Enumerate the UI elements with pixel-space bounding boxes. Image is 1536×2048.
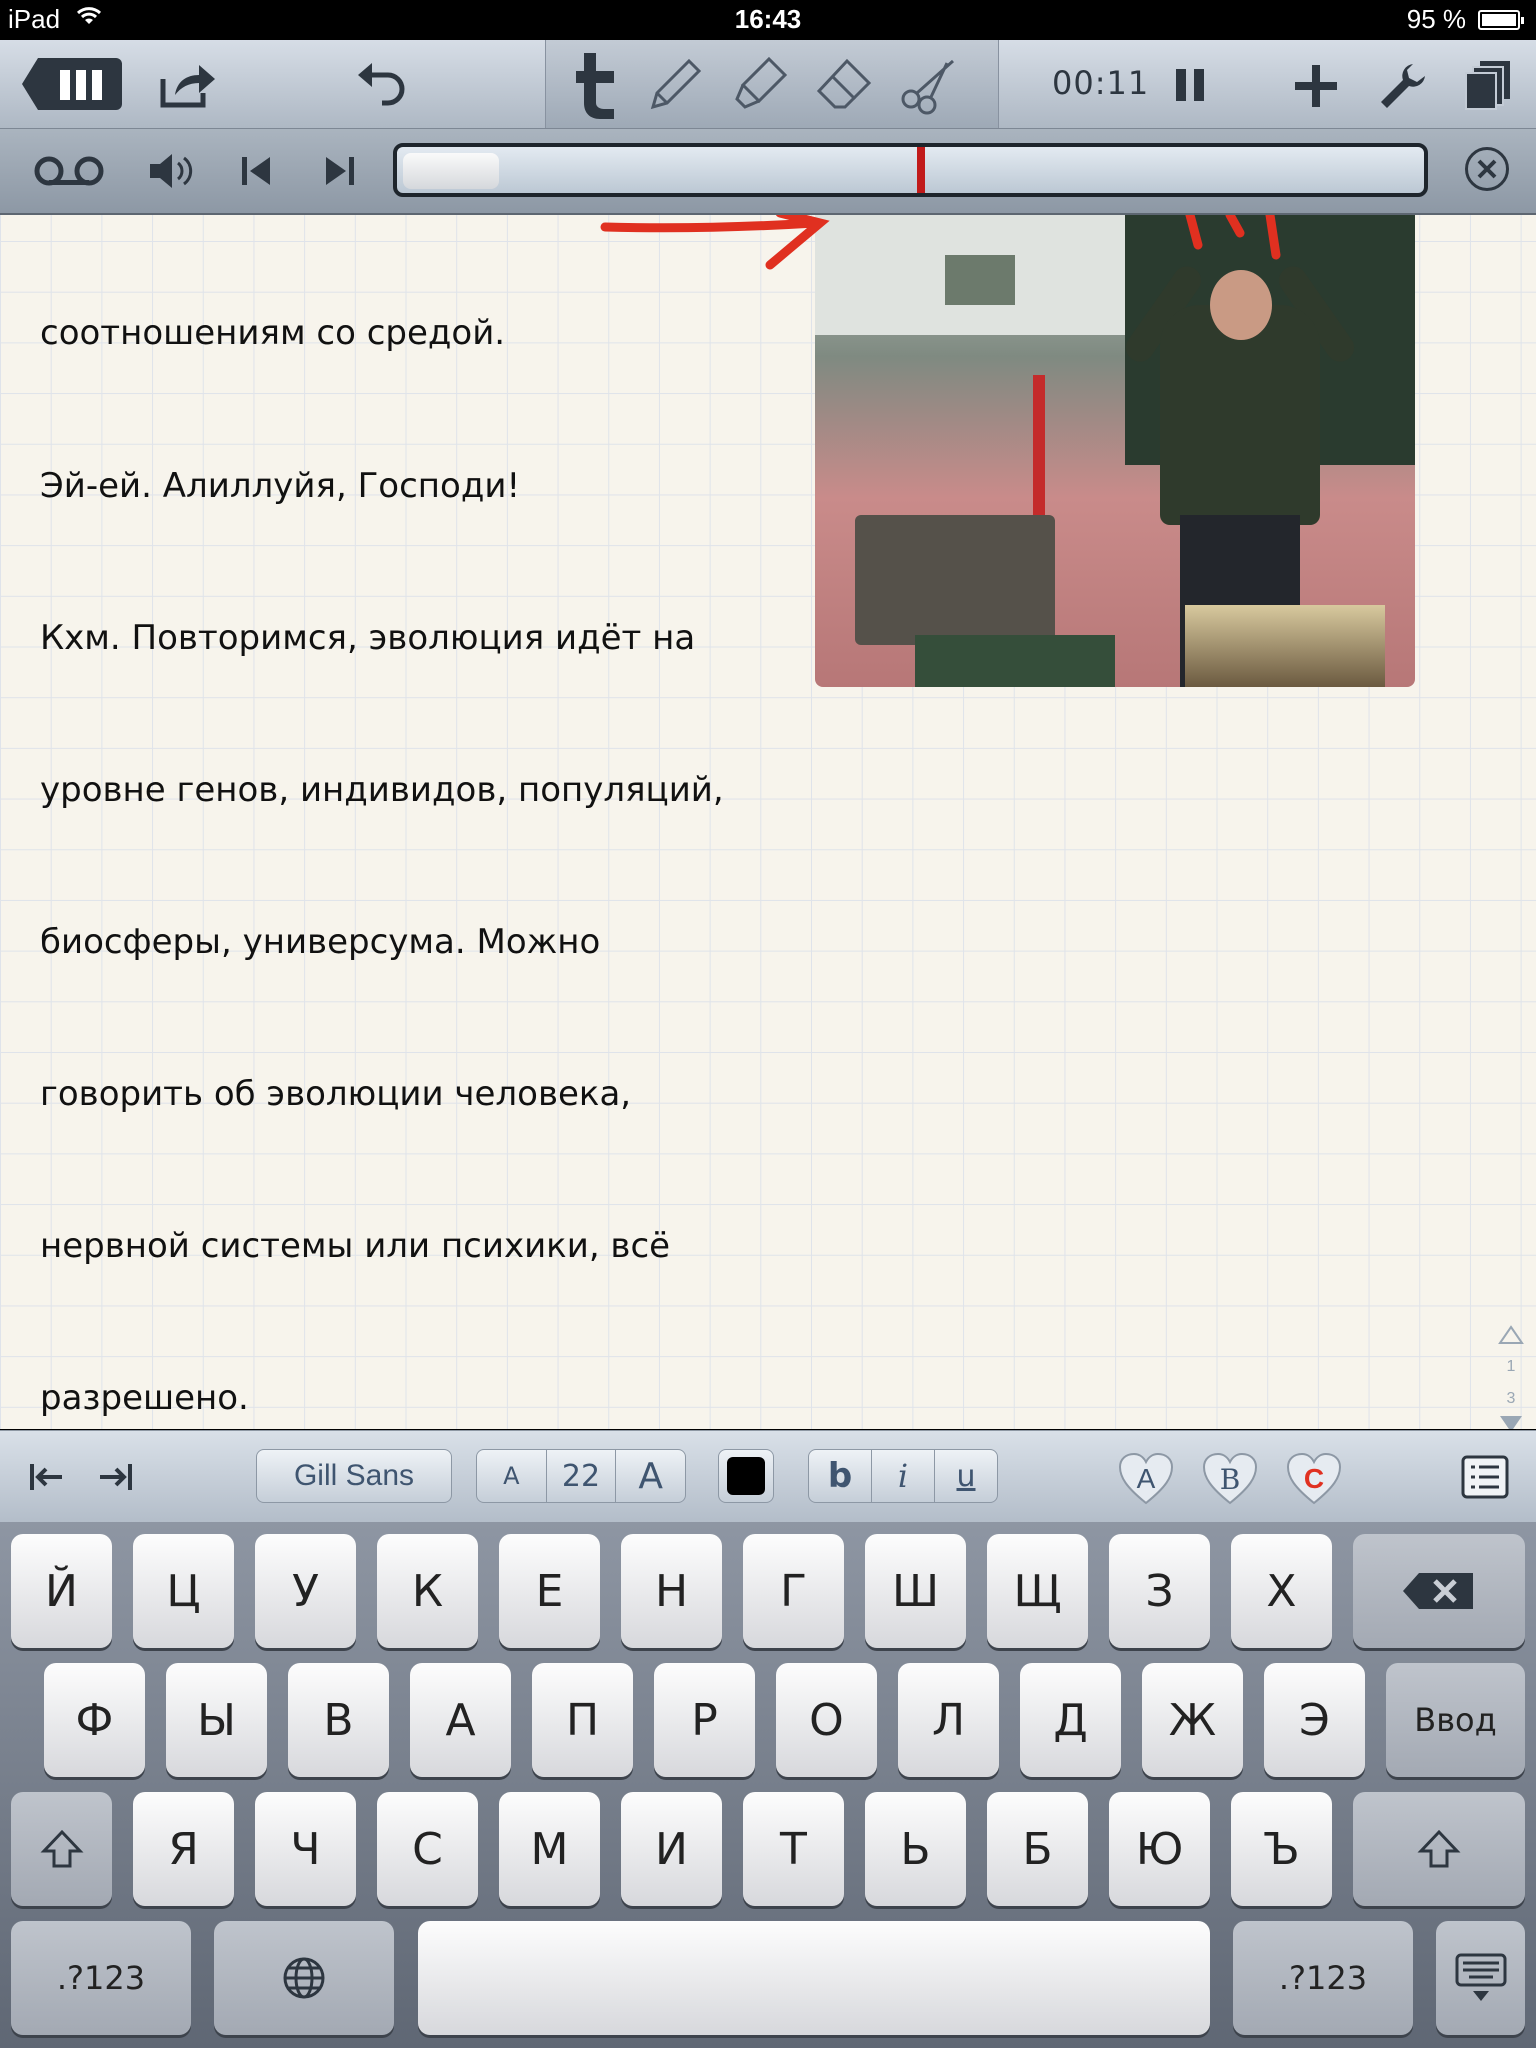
lecturer-head xyxy=(1210,270,1272,340)
text-line: биосферы, универсума. Можно xyxy=(40,921,601,962)
key[interactable]: К xyxy=(377,1534,478,1648)
voicemail-icon xyxy=(33,154,105,188)
onscreen-keyboard xyxy=(0,1522,1536,2048)
key[interactable]: У xyxy=(255,1534,356,1648)
notebooks-button[interactable] xyxy=(20,54,124,114)
font-size-control xyxy=(476,1449,686,1503)
style-b-button[interactable] xyxy=(1200,1451,1260,1507)
wrench-icon xyxy=(1377,60,1429,112)
text-style-control xyxy=(808,1449,998,1503)
bold-button[interactable]: b xyxy=(827,1456,853,1496)
key[interactable]: Ш xyxy=(865,1534,966,1648)
carrier-label: iPad xyxy=(8,4,61,34)
key[interactable]: Х xyxy=(1231,1534,1332,1648)
pencil-icon xyxy=(645,55,705,115)
underline-button[interactable]: u xyxy=(956,1458,976,1494)
recording-timer: 00:11 xyxy=(1052,64,1150,102)
text-line: говорить об эволюции человека, xyxy=(40,1073,632,1114)
key[interactable]: О xyxy=(776,1663,877,1777)
close-icon xyxy=(1476,158,1498,180)
style-b-label: B xyxy=(1219,1462,1241,1496)
style-c-label: C xyxy=(1303,1463,1325,1494)
key[interactable]: З xyxy=(1109,1534,1210,1648)
playback-scrubber[interactable] xyxy=(393,143,1428,197)
shift-key-left[interactable] xyxy=(11,1792,112,1906)
battery-icon xyxy=(1478,10,1520,30)
style-c-button[interactable] xyxy=(1284,1451,1344,1507)
key[interactable]: Ж xyxy=(1142,1663,1243,1777)
shift-icon xyxy=(40,1829,84,1869)
key[interactable]: В xyxy=(288,1663,389,1777)
close-playback-button[interactable] xyxy=(1465,147,1509,191)
indent-left-icon xyxy=(28,1462,64,1492)
pause-icon xyxy=(1174,67,1206,103)
key[interactable]: Ъ xyxy=(1231,1792,1332,1906)
pencil-tool-button[interactable] xyxy=(644,52,706,118)
volume-button[interactable] xyxy=(146,149,196,193)
list-icon xyxy=(1461,1455,1509,1499)
settings-button[interactable] xyxy=(1376,60,1430,112)
key[interactable]: Э xyxy=(1264,1663,1365,1777)
share-button[interactable] xyxy=(156,60,218,110)
key[interactable]: П xyxy=(532,1663,633,1777)
key[interactable]: Г xyxy=(743,1534,844,1648)
skip-back-icon xyxy=(240,155,272,187)
font-picker[interactable] xyxy=(256,1449,452,1503)
eraser-icon xyxy=(813,55,873,115)
color-swatch xyxy=(727,1457,765,1495)
scrubber-thumb[interactable] xyxy=(403,153,499,189)
globe-icon xyxy=(282,1956,326,2000)
indent-button[interactable] xyxy=(96,1457,136,1497)
highlighter-tool-button[interactable] xyxy=(728,52,790,118)
lecture-photo[interactable] xyxy=(815,215,1415,687)
shift-icon xyxy=(1417,1829,1461,1869)
scissors-icon xyxy=(897,55,957,115)
playhead-marker xyxy=(917,147,925,193)
text-line: соотношениям со средой. xyxy=(40,313,506,354)
notebooks-icon xyxy=(20,54,124,114)
shift-key-right[interactable] xyxy=(1353,1792,1525,1906)
key[interactable]: Е xyxy=(499,1534,600,1648)
page-up-icon xyxy=(1498,1325,1524,1345)
text-tool-button[interactable] xyxy=(566,48,626,122)
hide-keyboard-key[interactable] xyxy=(1436,1921,1525,2035)
text-line: Эй-ей. Алиллуйя, Господи! xyxy=(40,465,521,506)
style-a-label: A xyxy=(1136,1463,1156,1494)
backspace-key[interactable] xyxy=(1353,1534,1525,1648)
key[interactable]: Л xyxy=(898,1663,999,1777)
indent-right-icon xyxy=(98,1462,134,1492)
books xyxy=(915,635,1115,687)
key[interactable]: Ч xyxy=(255,1792,356,1906)
text-line: Кхм. Повторимся, эволюция идёт на xyxy=(40,617,696,658)
pages-button[interactable] xyxy=(1462,58,1516,112)
font-name: Gill Sans xyxy=(293,1459,415,1492)
outdent-button[interactable] xyxy=(26,1457,66,1497)
book-stack xyxy=(1185,605,1385,687)
drawing-tools xyxy=(545,40,999,128)
key[interactable]: Р xyxy=(654,1663,755,1777)
pages-icon xyxy=(1464,59,1514,111)
projector-lamp xyxy=(945,255,1015,305)
text-tool-icon xyxy=(570,49,622,121)
key[interactable]: Ю xyxy=(1109,1792,1210,1906)
key[interactable]: Ф xyxy=(44,1663,145,1777)
key[interactable]: М xyxy=(499,1792,600,1906)
undo-icon xyxy=(354,61,406,109)
return-key[interactable]: Ввод xyxy=(1386,1663,1525,1777)
speaker-icon xyxy=(148,151,194,191)
key[interactable]: Й xyxy=(11,1534,112,1648)
text-line: уровне генов, индивидов, популяций, xyxy=(40,769,724,810)
text-color-button[interactable] xyxy=(718,1449,774,1503)
hide-keyboard-icon xyxy=(1455,1953,1507,2003)
backspace-icon xyxy=(1401,1571,1477,1611)
increase-size-button[interactable]: A xyxy=(638,1455,663,1497)
key[interactable]: Н xyxy=(621,1534,722,1648)
text-line: нервной системы или психики, всё xyxy=(40,1226,671,1267)
style-a-button[interactable] xyxy=(1116,1451,1176,1507)
key[interactable]: Д xyxy=(1020,1663,1121,1777)
key[interactable]: Ц xyxy=(133,1534,234,1648)
key[interactable]: Щ xyxy=(987,1534,1088,1648)
page-indicator[interactable] xyxy=(1494,1325,1528,1429)
red-stand xyxy=(1033,375,1045,515)
key[interactable]: С xyxy=(377,1792,478,1906)
plus-icon xyxy=(1293,63,1339,109)
page-down-icon xyxy=(1498,1414,1524,1429)
key[interactable]: И xyxy=(621,1792,722,1906)
italic-button[interactable]: i xyxy=(897,1457,909,1495)
note-canvas[interactable] xyxy=(0,215,1536,1429)
key[interactable]: Т xyxy=(743,1792,844,1906)
battery-percent: 95 % xyxy=(1406,4,1466,34)
scissors-tool-button[interactable] xyxy=(896,52,958,118)
numbers-key-left[interactable]: .?123 xyxy=(11,1921,191,2035)
highlighter-icon xyxy=(729,55,789,115)
numbers-key-right[interactable]: .?123 xyxy=(1233,1921,1413,2035)
globe-key[interactable] xyxy=(214,1921,394,2035)
format-bar xyxy=(0,1430,1536,1524)
main-toolbar xyxy=(0,40,1536,129)
list-button[interactable] xyxy=(1458,1453,1512,1501)
skip-forward-icon xyxy=(324,155,356,187)
skip-back-button[interactable] xyxy=(238,151,274,191)
status-bar xyxy=(0,0,1536,40)
clock: 16:43 xyxy=(734,4,802,34)
total-pages: 3 xyxy=(1506,1390,1516,1407)
key[interactable]: Я xyxy=(133,1792,234,1906)
share-icon xyxy=(157,61,217,109)
recordings-button[interactable] xyxy=(32,149,106,193)
eraser-tool-button[interactable] xyxy=(812,52,874,118)
key[interactable]: А xyxy=(410,1663,511,1777)
text-line: разрешено. xyxy=(40,1378,249,1419)
pause-button[interactable] xyxy=(1170,62,1210,108)
add-button[interactable] xyxy=(1292,62,1340,110)
space-key[interactable] xyxy=(418,1921,1210,2035)
key[interactable]: Ь xyxy=(865,1792,966,1906)
undo-button[interactable] xyxy=(352,60,408,110)
key[interactable]: Б xyxy=(987,1792,1088,1906)
decrease-size-button[interactable]: A xyxy=(503,1462,520,1490)
projector-case xyxy=(855,515,1055,645)
skip-forward-button[interactable] xyxy=(322,151,358,191)
current-page: 1 xyxy=(1506,1358,1516,1375)
font-size-value: 22 xyxy=(561,1458,601,1494)
key[interactable]: Ы xyxy=(166,1663,267,1777)
